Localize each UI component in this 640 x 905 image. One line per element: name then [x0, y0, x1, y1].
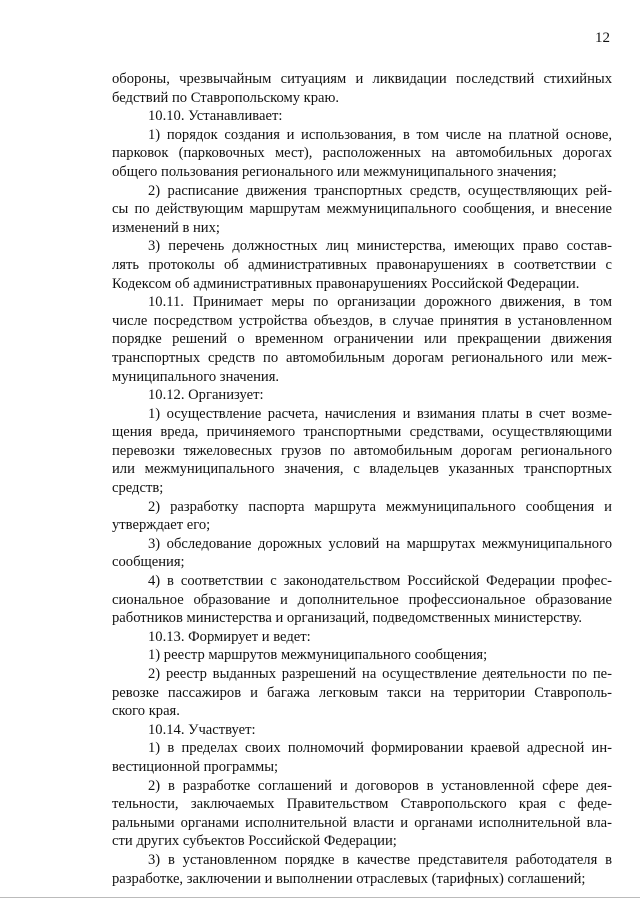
text-line: утверждает его;	[112, 517, 211, 534]
text-line: перевозки тяжеловесных грузов по автомобильным дорогам регионального	[112, 442, 612, 459]
text-line: изменений в них;	[112, 219, 220, 236]
text-line: лять протоколы об административных правонарушениях в соответствии с	[112, 256, 612, 273]
text-line: 3) в установленном порядке в качестве представителя работодателя в	[148, 851, 612, 868]
text-line: 10.11. Принимает меры по организации дорожного движения, в том	[148, 294, 612, 311]
text-line: 1) реестр маршрутов межмуниципального сообщения;	[148, 647, 488, 664]
text-line: 1) осуществление расчета, начисления и взимания платы в счет возме-	[148, 405, 612, 422]
text-line: обороны, чрезвычайным ситуациям и ликвидации последствий стихийных	[112, 71, 612, 87]
text-line: 2) в разработке соглашений и договоров в установленной сфере дея-	[148, 777, 612, 794]
text-line: щения вреда, причиняемого транспортными средствами, осуществляющими	[112, 424, 612, 441]
text-line: тельности, заключаемых Правительством Ставропольского края с феде-	[112, 796, 612, 813]
scan-edge-line	[0, 897, 640, 898]
text-line: средств;	[112, 480, 164, 497]
text-line: порядке решений о временном ограничении или прекращении движения	[112, 331, 612, 348]
text-line: ральными органами исполнительной власти и органами исполнительной вла-	[112, 814, 612, 831]
text-line: 1) порядок создания и использования, в том числе на платной основе,	[148, 126, 612, 143]
text-line: 10.13. Формирует и ведет:	[148, 628, 311, 645]
text-line: 10.14. Участвует:	[148, 721, 256, 738]
text-line: сти других субъектов Российской Федерации;	[112, 833, 397, 850]
text-line: ского края.	[112, 703, 180, 720]
text-line: общего пользования регионального или межмуниципального значения;	[112, 163, 557, 180]
text-line: числе посредством устройства объездов, в случае принятия в установленном	[112, 312, 612, 329]
text-line: 1) в пределах своих полномочий формировании краевой адресной ин-	[148, 740, 612, 757]
text-line: парковок (парковочных мест), расположенных на автомобильных дорогах	[112, 145, 612, 162]
text-line: 10.12. Организует:	[148, 387, 264, 404]
text-line: 2) расписание движения транспортных средств, осуществляющих рей-	[148, 182, 612, 199]
document-body	[112, 70, 612, 888]
text-line: или межмуниципального значения, с владельцев указанных транспортных	[112, 461, 612, 478]
text-line: сообщения;	[112, 554, 185, 571]
text-line: разработке, заключении и выполнении отраслевых (тарифных) соглашений;	[112, 870, 586, 887]
text-line: 3) обследование дорожных условий на маршрутах межмуниципального	[148, 535, 612, 552]
text-line: сы по действующим маршрутам межмуниципального сообщения, и внесение	[112, 201, 612, 218]
text-line: вестиционной программы;	[112, 758, 279, 775]
text-line: 3) перечень должностных лиц министерства, имеющих право состав-	[148, 238, 612, 255]
text-line: 10.10. Устанавливает:	[148, 108, 283, 125]
text-line: 2) реестр выданных разрешений на осуществление деятельности по пе-	[148, 666, 612, 682]
text-line: Кодексом об административных правонарушениях Российской Федерации.	[112, 275, 580, 292]
text-line: бедствий по Ставропольскому краю.	[112, 89, 340, 106]
text-line: 4) в соответствии с законодательством Российской Федерации профес-	[148, 573, 612, 590]
page-number: 12	[595, 30, 610, 46]
text-line: ревозке пассажиров и багажа легковым такси на территории Ставрополь-	[112, 684, 612, 701]
text-line: муниципального значения.	[112, 368, 280, 385]
text-line: сиональное образование и дополнительное профессиональное образование	[112, 591, 612, 608]
text-line: работников министерства и организаций, подведомственных министерству.	[112, 610, 582, 627]
text-line: 2) разработку паспорта маршрута межмуниципального сообщения и	[148, 498, 612, 515]
text-line: транспортных средств по автомобильным дорогам регионального или меж-	[112, 349, 612, 366]
